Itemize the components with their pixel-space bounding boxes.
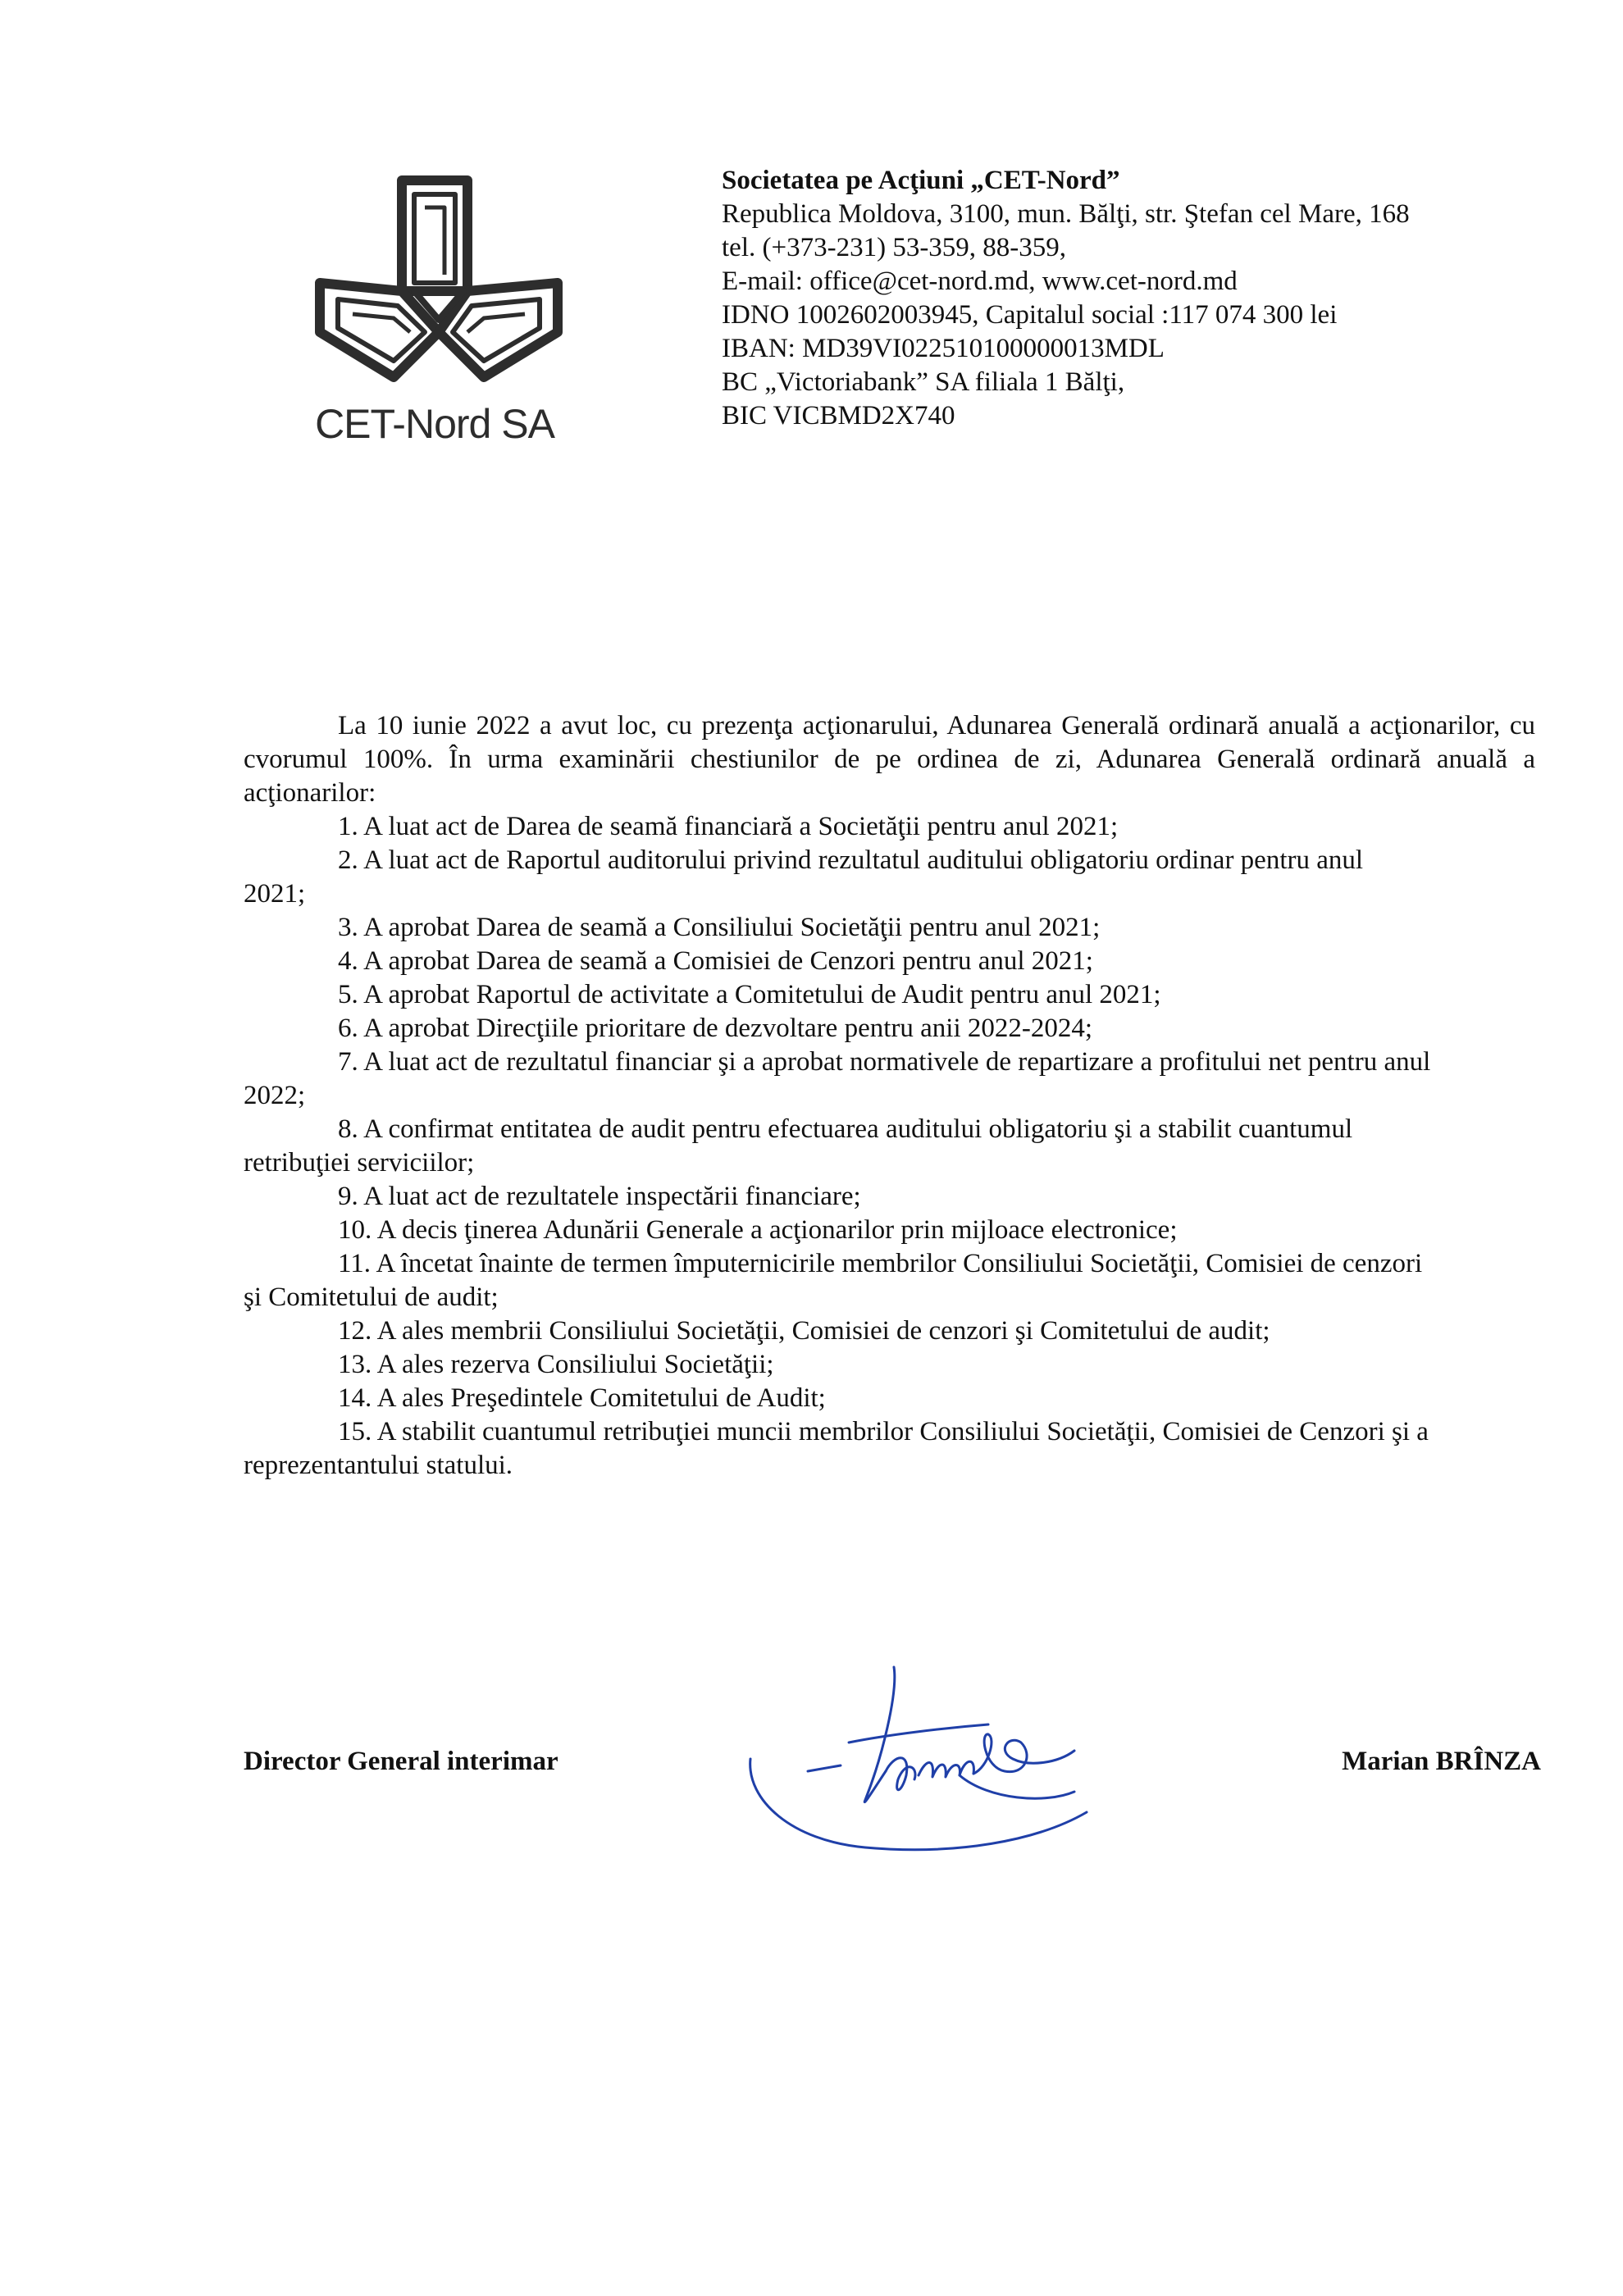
list-item: 15. A stabilit cuantumul retribuţiei muncii membrilor Consiliului Societăţii, Comisiei de Cenzori şi a	[338, 1417, 1429, 1446]
list-item: 12. A ales membrii Consiliului Societăţii, Comisiei de cenzori şi Comitetului de audit;	[338, 1316, 1270, 1346]
list-item-continuation: retribuţiei serviciilor;	[244, 1148, 475, 1178]
list-item: 14. A ales Preşedintele Comitetului de Audit;	[338, 1383, 826, 1413]
header-iban: IBAN: MD39VI022510100000013MDL	[722, 334, 1165, 363]
intro-paragraph: La 10 iunie 2022 a avut loc, cu prezenţa acţionarului, Adunarea Generală ordinară anuală a acţionarilor, cu cvorumul 100%. În urma examinării chestiunilor de pe ordinea de zi, Adunarea Generală ordinară anuală a acţionarilor:	[244, 711, 1535, 808]
header-bic: BIC VICBMD2X740	[722, 401, 955, 430]
list-item: 7. A luat act de rezultatul financiar şi a aprobat normativele de repartizare a profitului net pentru anul	[338, 1047, 1431, 1077]
document-body	[244, 709, 1535, 1483]
list-item: 6. A aprobat Direcţiile prioritare de dezvoltare pentru anii 2022-2024;	[338, 1014, 1093, 1043]
header-phone: tel. (+373-231) 53-359, 88-359,	[722, 233, 1067, 262]
signatory-name: Marian BRÎNZA	[1342, 1747, 1541, 1776]
list-item: 10. A decis ţinerea Adunării Generale a acţionarilor prin mijloace electronice;	[338, 1215, 1178, 1245]
logo-mark-icon	[303, 168, 574, 390]
company-logo	[303, 168, 574, 463]
list-item: 4. A aprobat Darea de seamă a Comisiei de Cenzori pentru anul 2021;	[338, 946, 1093, 976]
header-idno: IDNO 1002602003945, Capitalul social :117 074 300 lei	[722, 300, 1338, 330]
list-item: 5. A aprobat Raportul de activitate a Comitetului de Audit pentru anul 2021;	[338, 980, 1161, 1009]
logo-text: CET-Nord SA	[315, 401, 554, 447]
list-item	[244, 844, 1535, 877]
list-item: 13. A ales rezerva Consiliului Societăţii;	[338, 1350, 774, 1379]
list-item-continuation: şi Comitetului de audit;	[244, 1282, 499, 1312]
company-name: Societatea pe Acţiuni „CET-Nord”	[722, 166, 1120, 195]
handwritten-signature	[742, 1660, 1119, 1874]
signatory-title: Director General interimar	[244, 1747, 558, 1776]
list-item-text: 2. A luat act de Raportul auditorului privind rezultatul auditului obligatoriu ordinar pentru anul	[338, 845, 1364, 875]
list-item: 1. A luat act de Darea de seamă financiară a Societăţii pentru anul 2021;	[338, 812, 1119, 841]
list-item-continuation: 2021;	[244, 879, 306, 909]
list-item: 3. A aprobat Darea de seamă a Consiliului Societăţii pentru anul 2021;	[338, 913, 1101, 942]
header-address: Republica Moldova, 3100, mun. Bălţi, str. Ştefan cel Mare, 168	[722, 199, 1410, 229]
signature-icon	[742, 1660, 1119, 1874]
list-item-continuation: reprezentantului statului.	[244, 1451, 513, 1480]
list-item: 8. A confirmat entitatea de audit pentru efectuarea auditului obligatoriu şi a stabilit cuantumul	[338, 1114, 1353, 1144]
list-item-continuation: 2022;	[244, 1081, 306, 1110]
header-email: E-mail: office@cet-nord.md, www.cet-nord.md	[722, 266, 1238, 296]
list-item: 11. A încetat înainte de termen împuternicirile membrilor Consiliului Societăţii, Comisiei de cenzori	[338, 1249, 1423, 1278]
list-item: 9. A luat act de rezultatele inspectării financiare;	[338, 1182, 861, 1211]
letterhead	[722, 164, 1542, 433]
header-bank: BC „Victoriabank” SA filiala 1 Bălţi,	[722, 367, 1125, 397]
